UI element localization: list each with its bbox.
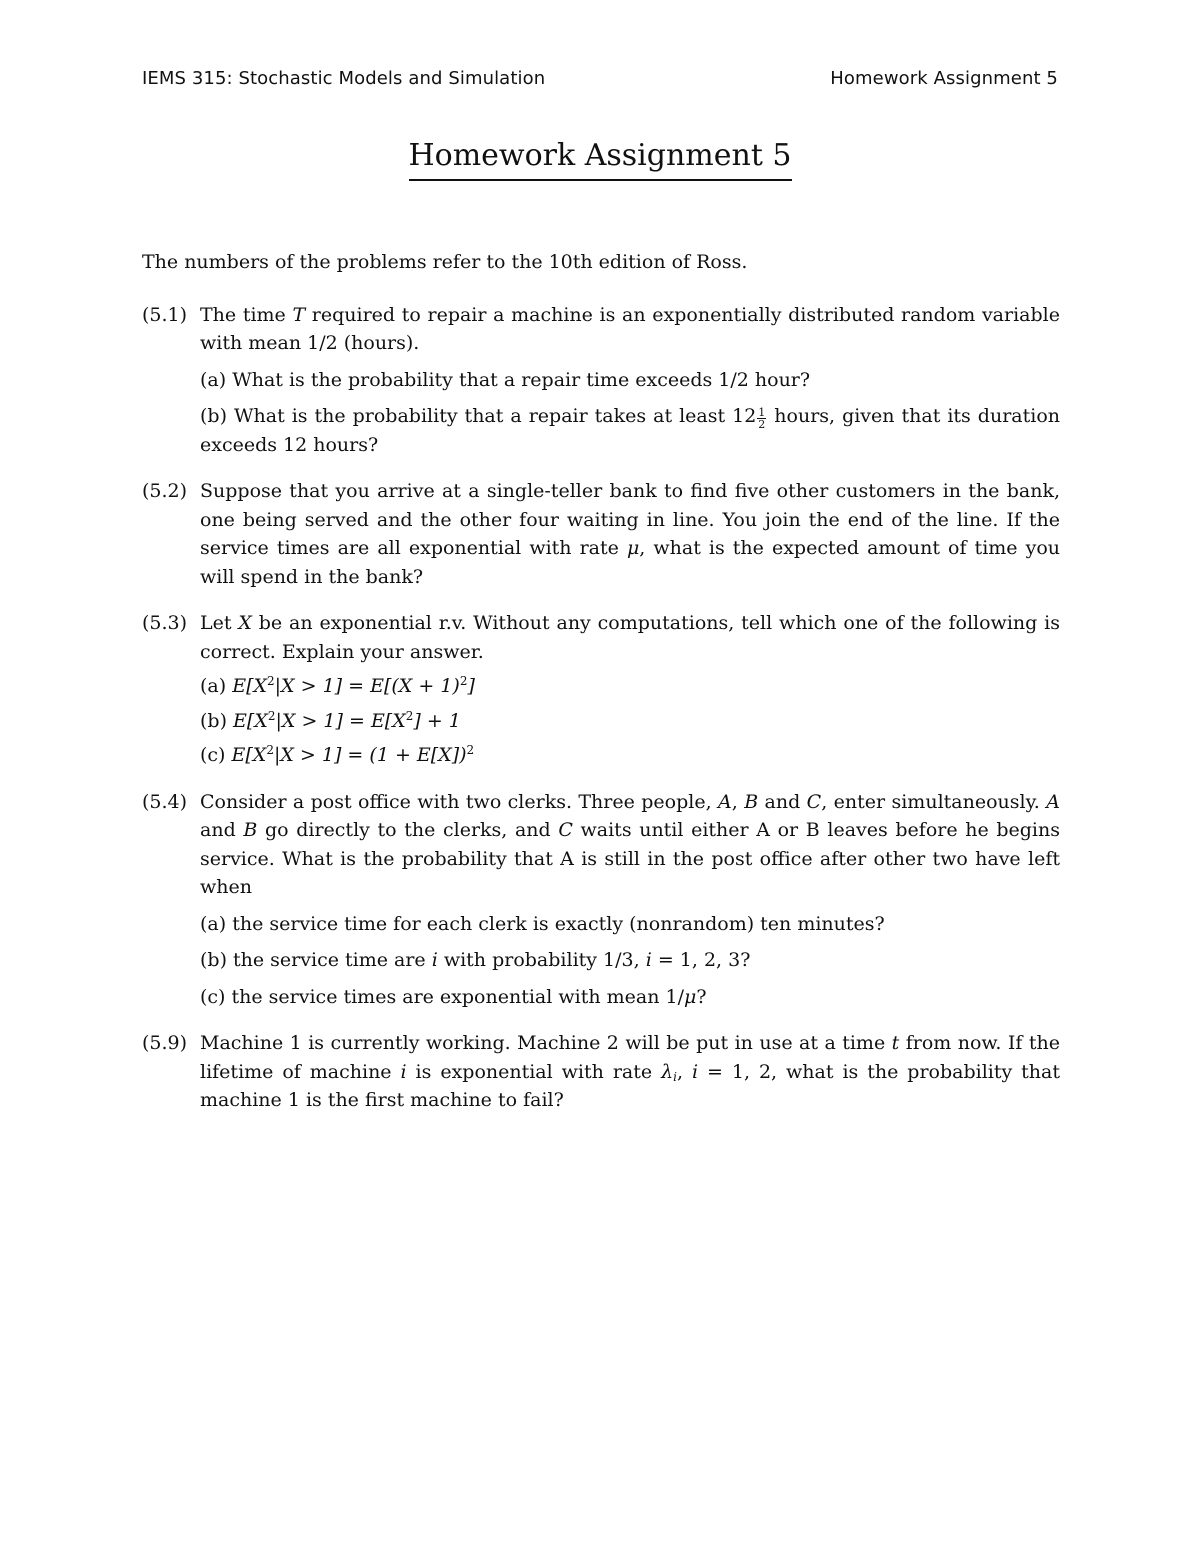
problem-5-9: [142, 1029, 1060, 1115]
problem-5-4: [142, 788, 1060, 1012]
equation: $E[X^2|X > 1] = E[X^2] + 1$: [233, 708, 461, 732]
title-block: [0, 138, 1200, 181]
subpart-c: (c) the service times are exponential with mean 1/μ?: [200, 985, 707, 1008]
problem-number: (5.2): [142, 480, 188, 502]
subpart-a: (a) $E[X^2|X > 1] = E[(X + 1)^2]$: [200, 674, 475, 697]
subpart-b: (b) What is the probability that a repair takes at least 12 $\frac{1}{2}$ hours, given that its duration exceeds 12 hours?: [200, 405, 1060, 456]
problem-number: (5.9): [142, 1032, 188, 1054]
subpart-b: (b) $E[X^2|X > 1] = E[X^2] + 1$: [200, 708, 461, 732]
subpart-a: (a) the service time for each clerk is exactly (nonrandom) ten minutes?: [200, 912, 885, 935]
problem-statement: The time T required to repair a machine is an exponentially distributed random variable with mean 1/2 (hours).: [200, 303, 1060, 354]
problem-statement: Consider a post office with two clerks. Three people, A, B and C, enter simultaneously. A and B go directly to the clerks, and C waits until either A or B leaves before he begins service. What is the probability that A is still in the post office after other two have left when: [200, 790, 1060, 898]
problem-5-2: [142, 477, 1060, 591]
subpart-a: (a) What is the probability that a repair time exceeds 1/2 hour?: [200, 368, 811, 391]
equation: $E[X^2|X > 1] = E[(X + 1)^2]$: [232, 674, 475, 697]
problem-number: (5.4): [142, 790, 188, 813]
subpart-c: (c) $E[X^2|X > 1] = (1 + E[X])^2$: [200, 743, 475, 766]
fraction: $\frac{1}{2}$: [758, 406, 766, 431]
problem-5-3: [142, 609, 1060, 770]
equation: $E[X^2|X > 1] = (1 + E[X])^2$: [231, 743, 475, 766]
problem-statement: Machine 1 is currently working. Machine 2 will be put in use at a time t from now. If the lifetime of machine i is exponential with rate $\lambda_i$, i = 1, 2, what is the probability that machine 1 is the first machine to fail?: [200, 1032, 1061, 1111]
problem-5-1: [142, 301, 1060, 460]
running-header: [142, 68, 1058, 96]
subpart-b: (b) the service time are i with probability 1/3, i = 1, 2, 3?: [200, 949, 751, 971]
math-var: μ: [626, 537, 640, 559]
problem-statement: Let X be an exponential r.v. Without any computations, tell which one of the following is correct. Explain your answer.: [200, 612, 1060, 663]
header-assignment: Homework Assignment 5: [830, 68, 1058, 89]
problem-number: (5.3): [142, 612, 188, 634]
header-course: IEMS 315: Stochastic Models and Simulation: [142, 68, 546, 89]
math-var: X: [238, 612, 252, 634]
problem-statement: Suppose that you arrive at a single-teller bank to find five other customers in the bank, one being served and the other four waiting in line. You join the end of the line. If the service times are all exponential with rate μ, what is the expected amount of time you will spend in the bank?: [200, 480, 1060, 588]
page-title: Homework Assignment 5: [409, 138, 792, 181]
math-var: T: [292, 303, 306, 326]
intro-text: The numbers of the problems refer to the 10th edition of Ross.: [142, 251, 748, 273]
problem-number: (5.1): [142, 303, 188, 326]
document-body: [142, 248, 1060, 1133]
